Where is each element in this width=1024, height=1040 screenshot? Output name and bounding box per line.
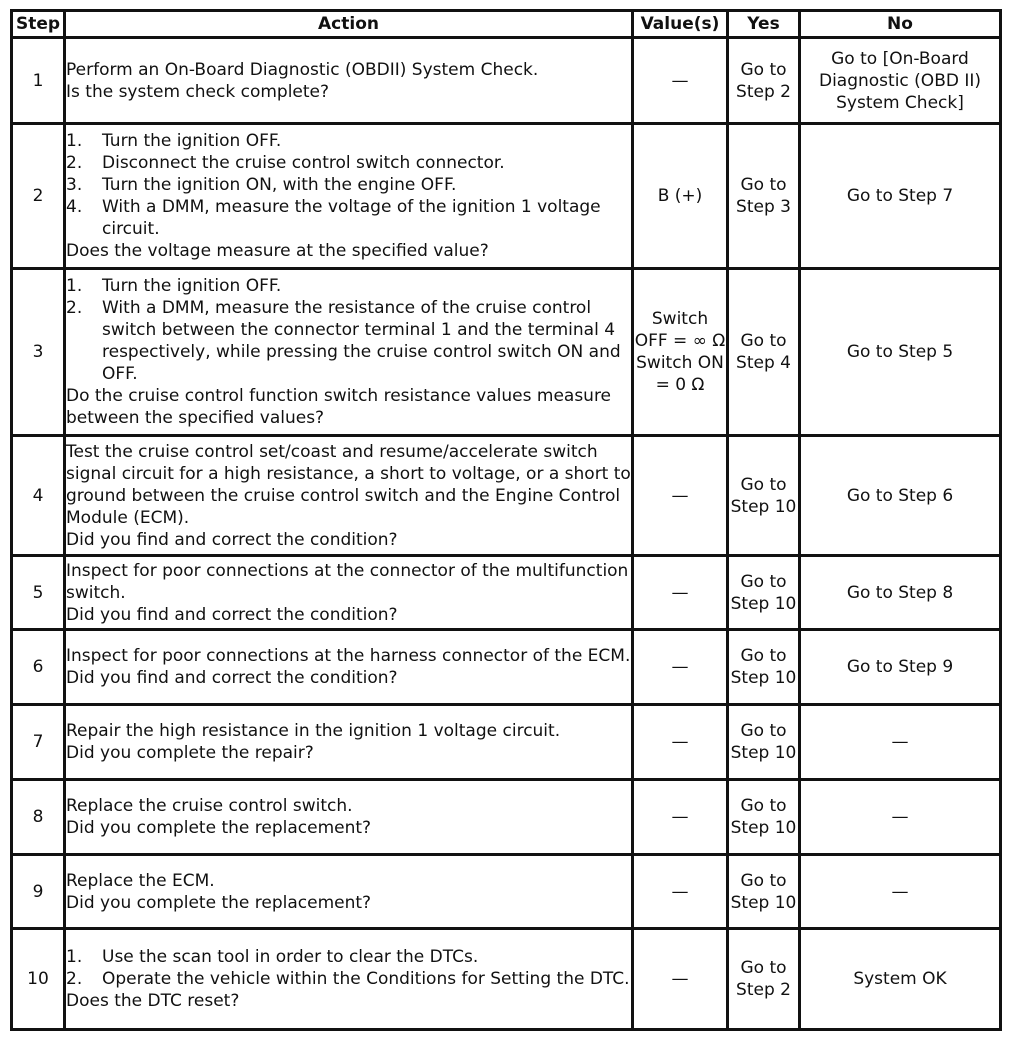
value-cell: — — [633, 855, 728, 929]
value-cell: B (+) — [633, 124, 728, 269]
yes-cell: Go to Step 10 — [728, 705, 800, 780]
header-action: Action — [65, 11, 633, 38]
action-text: Inspect for poor connections at the harness connector of the ECM. — [66, 646, 631, 666]
header-yes: Yes — [728, 11, 800, 38]
action-question: Did you find and correct the condition? — [66, 604, 398, 625]
action-question: Is the system check complete? — [66, 81, 330, 102]
action-cell — [65, 705, 633, 780]
action-question: Did you complete the replacement? — [66, 892, 372, 913]
yes-cell: Go to Step 3 — [728, 124, 800, 269]
action-step-number: 3. — [66, 175, 83, 195]
action-step — [66, 130, 631, 152]
action-step-text: Turn the ignition OFF. — [102, 276, 282, 296]
action-question: Did you complete the repair? — [66, 743, 314, 763]
no-cell: Go to [On-Board Diagnostic (OBD II) System Check] — [800, 38, 1001, 124]
yes-cell: Go to Step 4 — [728, 269, 800, 436]
action-step — [66, 152, 631, 174]
header-values: Value(s) — [633, 11, 728, 38]
value-cell: — — [633, 705, 728, 780]
table-row — [12, 556, 1001, 630]
no-cell: Go to Step 6 — [800, 436, 1001, 556]
step-number: 4 — [12, 436, 65, 556]
action-cell — [65, 855, 633, 929]
step-number: 6 — [12, 630, 65, 705]
yes-cell: Go to Step 10 — [728, 780, 800, 855]
yes-cell: Go to Step 10 — [728, 556, 800, 630]
action-question: Does the DTC reset? — [66, 991, 240, 1011]
table-row — [12, 124, 1001, 269]
no-cell: — — [800, 780, 1001, 855]
action-step-text: Use the scan tool in order to clear the DTCs. — [102, 947, 479, 967]
action-text: Repair the high resistance in the ignition 1 voltage circuit. — [66, 721, 561, 741]
step-number: 7 — [12, 705, 65, 780]
action-cell — [65, 124, 633, 269]
action-step-text: Disconnect the cruise control switch connector. — [102, 153, 505, 173]
action-step-number: 4. — [66, 197, 83, 217]
step-number: 9 — [12, 855, 65, 929]
header-no: No — [800, 11, 1001, 38]
action-step-text: With a DMM, measure the voltage of the ignition 1 voltage circuit. — [102, 197, 601, 239]
action-question: Did you complete the replacement? — [66, 818, 372, 838]
step-number: 8 — [12, 780, 65, 855]
action-cell — [65, 929, 633, 1030]
action-step-number: 2. — [66, 969, 83, 989]
action-step-number: 2. — [66, 153, 83, 173]
action-step-text: Turn the ignition ON, with the engine OFF. — [102, 175, 457, 195]
action-cell — [65, 38, 633, 124]
step-number: 1 — [12, 38, 65, 124]
no-cell: Go to Step 8 — [800, 556, 1001, 630]
value-cell: — — [633, 436, 728, 556]
action-step-number: 1. — [66, 276, 83, 296]
step-number: 2 — [12, 124, 65, 269]
value-cell: — — [633, 780, 728, 855]
action-step — [66, 946, 631, 968]
value-cell: — — [633, 929, 728, 1030]
no-cell: — — [800, 705, 1001, 780]
action-text: Perform an On-Board Diagnostic (OBDII) System Check. — [66, 59, 539, 80]
table-row — [12, 436, 1001, 556]
action-step-text: Turn the ignition OFF. — [102, 131, 282, 151]
step-number: 5 — [12, 556, 65, 630]
step-number: 3 — [12, 269, 65, 436]
yes-cell: Go to Step 10 — [728, 855, 800, 929]
action-question: Do the cruise control function switch resistance values measure between the specified values? — [66, 386, 612, 428]
action-steps — [66, 130, 631, 240]
action-question: Did you find and correct the condition? — [66, 529, 398, 550]
table-row — [12, 705, 1001, 780]
action-step — [66, 174, 631, 196]
action-question: Did you find and correct the condition? — [66, 668, 398, 688]
header-step: Step — [12, 11, 65, 38]
step-number: 10 — [12, 929, 65, 1030]
action-text: Test the cruise control set/coast and resume/accelerate switch signal circuit for a high resistance, a short to voltage, or a short to ground between the cruise control switch and the Engine Control Module (ECM). — [66, 441, 631, 528]
table-row — [12, 780, 1001, 855]
action-text: Replace the cruise control switch. — [66, 796, 353, 816]
action-text: Replace the ECM. — [66, 870, 215, 891]
value-cell: Switch OFF = ∞ Ω Switch ON = 0 Ω — [633, 269, 728, 436]
action-cell — [65, 436, 633, 556]
action-step-number: 1. — [66, 131, 83, 151]
action-text: Inspect for poor connections at the connector of the multifunction switch. — [66, 560, 629, 603]
yes-cell: Go to Step 10 — [728, 630, 800, 705]
action-cell — [65, 556, 633, 630]
action-step-text: With a DMM, measure the resistance of the cruise control switch between the connector terminal 1 and the terminal 4 respectively, while pressing the cruise control switch ON and OFF. — [102, 298, 621, 384]
action-cell — [65, 269, 633, 436]
table-row — [12, 630, 1001, 705]
action-step-number: 2. — [66, 298, 83, 318]
value-cell: — — [633, 38, 728, 124]
action-step-text: Operate the vehicle within the Conditions for Setting the DTC. — [102, 969, 630, 989]
table-row — [12, 855, 1001, 929]
no-cell: Go to Step 5 — [800, 269, 1001, 436]
action-cell — [65, 630, 633, 705]
action-cell — [65, 780, 633, 855]
yes-cell: Go to Step 10 — [728, 436, 800, 556]
table-row — [12, 269, 1001, 436]
action-steps — [66, 946, 631, 990]
diagnostic-table — [10, 9, 1002, 1031]
value-cell: — — [633, 630, 728, 705]
no-cell: Go to Step 9 — [800, 630, 1001, 705]
action-step — [66, 275, 631, 297]
no-cell: — — [800, 855, 1001, 929]
yes-cell: Go to Step 2 — [728, 929, 800, 1030]
action-steps — [66, 275, 631, 385]
table-row — [12, 929, 1001, 1030]
value-cell: — — [633, 556, 728, 630]
no-cell: Go to Step 7 — [800, 124, 1001, 269]
action-question: Does the voltage measure at the specified value? — [66, 241, 489, 261]
action-step-number: 1. — [66, 947, 83, 967]
header-row — [12, 11, 1001, 38]
no-cell: System OK — [800, 929, 1001, 1030]
action-step — [66, 196, 631, 240]
action-step — [66, 968, 631, 990]
table-row — [12, 38, 1001, 124]
action-step — [66, 297, 631, 385]
yes-cell: Go to Step 2 — [728, 38, 800, 124]
